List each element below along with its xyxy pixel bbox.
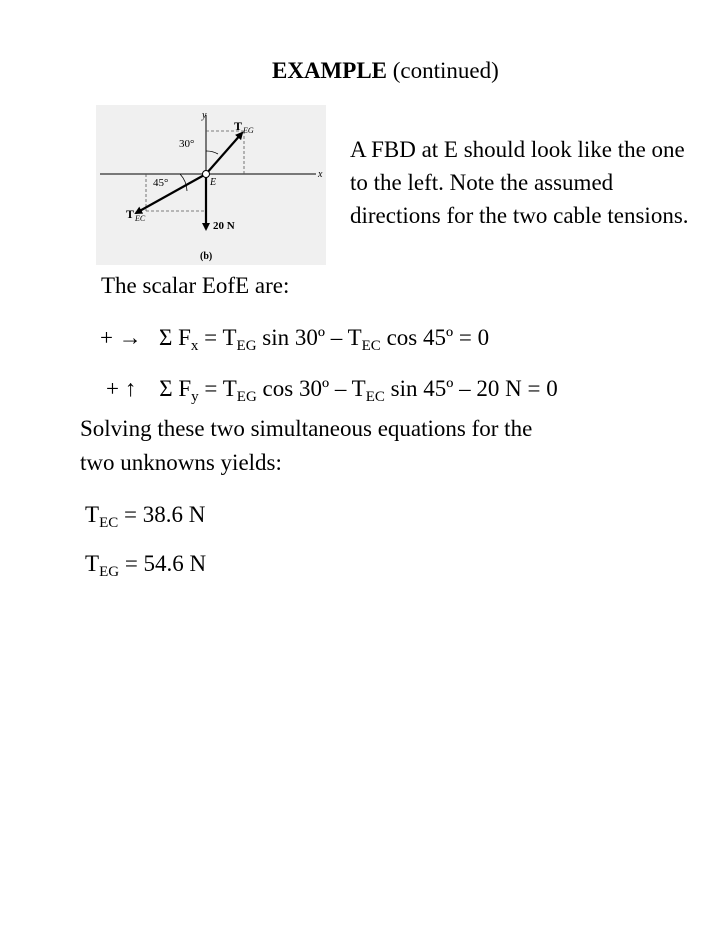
result-1-t: T bbox=[85, 502, 100, 527]
description-line-2: to the left. Note the assumed bbox=[350, 170, 614, 195]
eq2-sub-ec: EC bbox=[365, 389, 385, 405]
result-1-sub: EC bbox=[99, 515, 119, 531]
equation-sum-fy bbox=[106, 376, 558, 405]
solve-line-2: two unknowns yields: bbox=[80, 450, 282, 475]
result-2-sub: EG bbox=[99, 564, 120, 580]
description-line-3: directions for the two cable tensions. bbox=[350, 203, 689, 228]
eq2-end: sin 45º – 20 N = 0 bbox=[384, 376, 558, 401]
t-ec-label: T bbox=[126, 207, 135, 221]
arc-30 bbox=[206, 151, 218, 154]
right-arrow-icon: → bbox=[118, 325, 142, 350]
eq1-mid: sin 30º – T bbox=[256, 325, 362, 350]
solve-line-1: Solving these two simultaneous equations for the bbox=[80, 416, 533, 441]
intro-text: The scalar EofE are: bbox=[101, 273, 290, 298]
weight-label: 20 N bbox=[213, 220, 235, 232]
angle-45-label: 45° bbox=[153, 177, 169, 189]
eq2-mid: cos 30º – T bbox=[256, 376, 366, 401]
eq2-sigma: Σ F bbox=[159, 376, 192, 401]
eq2-eq: = T bbox=[198, 376, 237, 401]
y-axis-label: y bbox=[202, 110, 207, 121]
eq1-sub-x: x bbox=[190, 338, 199, 354]
result-2-t: T bbox=[85, 551, 100, 576]
eq1-sub-eg: EG bbox=[236, 338, 257, 354]
eq1-eq: = T bbox=[198, 325, 237, 350]
equation-sum-fx bbox=[100, 325, 490, 354]
t-eg-vector bbox=[206, 133, 242, 174]
up-arrow-icon: ↑ bbox=[124, 376, 137, 401]
result-t-eg bbox=[85, 551, 207, 580]
eq2-sub-y: y bbox=[191, 389, 199, 405]
slide-title bbox=[272, 58, 499, 84]
eq1-prefix: + bbox=[100, 325, 113, 350]
figure-caption: (b) bbox=[200, 251, 213, 262]
angle-30-label: 30° bbox=[179, 138, 195, 150]
result-1-value: = 38.6 N bbox=[118, 502, 206, 527]
fbd-svg bbox=[96, 105, 326, 265]
eq1-end: cos 45º = 0 bbox=[380, 325, 490, 350]
description-line-1: A FBD at E should look like the one bbox=[350, 137, 685, 162]
result-2-value: = 54.6 N bbox=[119, 551, 207, 576]
x-axis-label: x bbox=[318, 169, 323, 180]
eq1-sigma: Σ F bbox=[158, 325, 191, 350]
t-ec-vector bbox=[136, 174, 206, 213]
t-eg-label: T bbox=[234, 119, 243, 133]
point-e bbox=[203, 171, 210, 178]
eq2-sub-eg: EG bbox=[236, 389, 257, 405]
title-bold: EXAMPLE bbox=[272, 58, 387, 83]
t-ec-sub: EC bbox=[135, 214, 146, 223]
point-e-label: E bbox=[210, 177, 217, 188]
free-body-diagram bbox=[96, 105, 326, 265]
eq1-sub-ec: EC bbox=[361, 338, 381, 354]
result-t-ec bbox=[85, 502, 206, 531]
t-eg-sub: EG bbox=[243, 126, 254, 135]
title-rest: (continued) bbox=[387, 58, 499, 83]
eq2-prefix: + bbox=[106, 376, 119, 401]
